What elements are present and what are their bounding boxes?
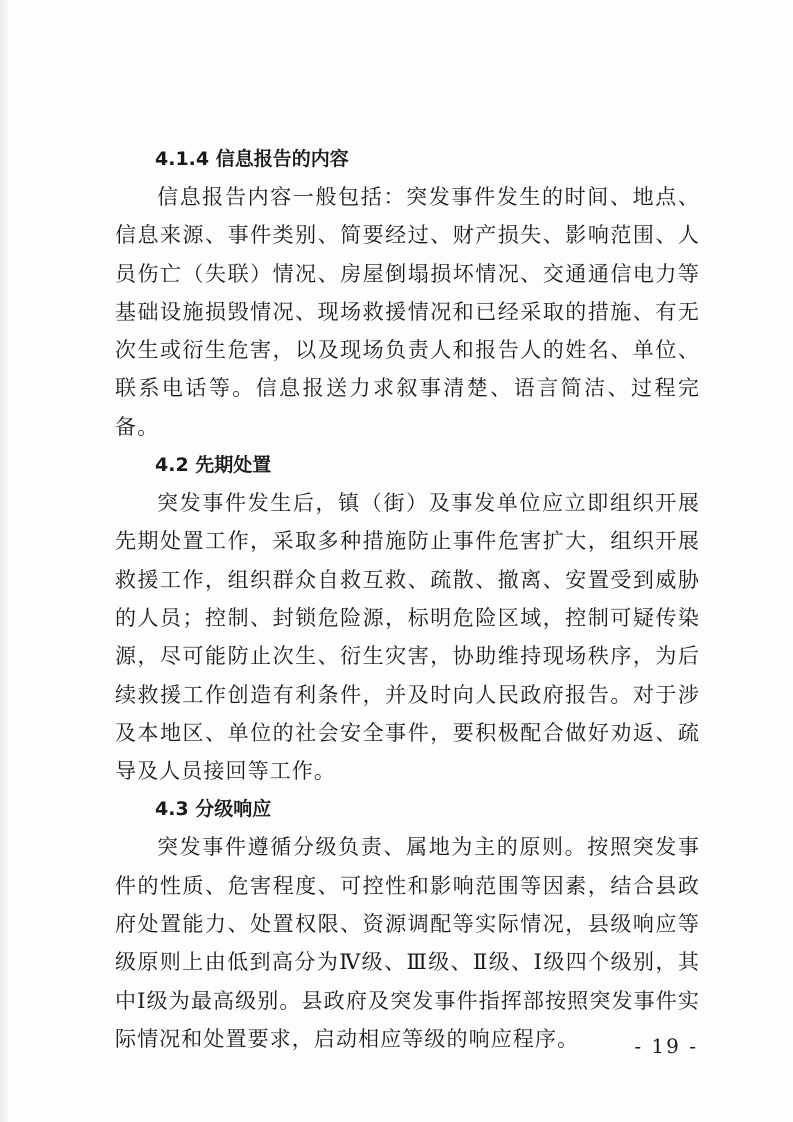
section-paragraph-4-2: 突发事件发生后，镇（街）及事发单位应立即组织开展先期处置工作，采取多种措施防止事件危害扩大，组织开展救援工作，组织群众自救互救、疏散、撤离、安置受到威胁的人员；控制、封锁危险源，标明危险区域，控制可疑传染源，尽可能防止次生、衍生灾害，协助维持现场秩序，为后续救援工作创造有利条件，并及时向人民政府报告。对于涉及本地区、单位的社会安全事件，要积极配合做好劝返、疏导及人员接回等工作。 [115,491,700,784]
section-heading-4-2: 4.2 先期处置 [155,454,272,477]
section-paragraph-4-3: 突发事件遵循分级负责、属地为主的原则。按照突发事件的性质、危害程度、可控性和影响范围等因素，结合县政府处置能力、处置权限、资源调配等实际情况，县级响应等级原则上由低到高分为Ⅳ级、Ⅲ级、Ⅱ级、Ⅰ级四个级别，其中Ⅰ级为最高级别。县政府及突发事件指挥部按照突发事件实际情况和处置要求，启动相应等级的响应程序。 [115,835,700,1051]
section-heading-4-3: 4.3 分级响应 [155,798,272,821]
section-heading-4-1-4: 4.1.4 信息报告的内容 [155,148,349,170]
document-body [115,140,700,1058]
scan-edge [0,0,10,1122]
page-number: - 19 - [634,1034,698,1058]
section-paragraph-4-1-4: 信息报告内容一般包括：突发事件发生的时间、地点、信息来源、事件类别、简要经过、财产损失、影响范围、人员伤亡（失联）情况、房屋倒塌损坏情况、交通通信电力等基础设施损毁情况、现场救援情况和已经采取的措施、有无次生或衍生危害，以及现场负责人和报告人的姓名、单位、联系电话等。信息报送力求叙事清楚、语言简洁、过程完备。 [115,185,700,439]
